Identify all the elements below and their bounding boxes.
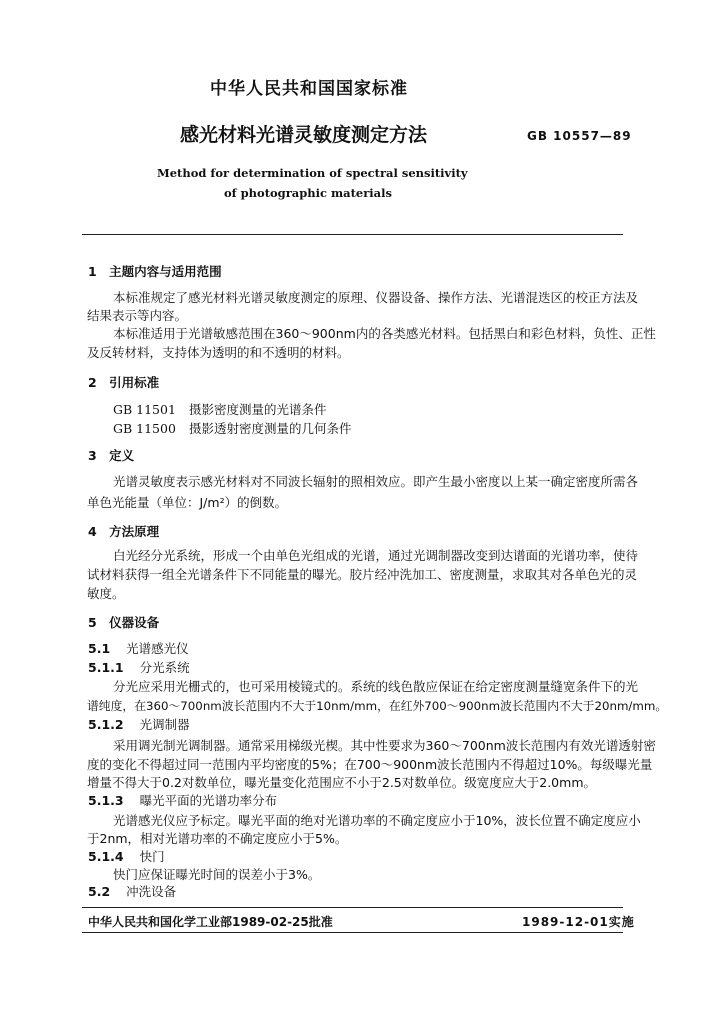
paragraph-line: 本标准规定了感光材料光谱灵敏度测定的原理、仪器设备、操作方法、光谱混迭区的校正方法及 [113,290,639,305]
subsection-5-1-2-heading [88,716,190,734]
reference-item [113,401,327,419]
section-number: 1 [88,264,97,279]
reference-code: GB 11501 [113,402,176,417]
paragraph-line: 本标准适用于光谱敏感范围在360～900nm内的各类感光材料。包括黑白和彩色材料，负性、正性 [113,326,656,341]
subsection-number: 5.2 [88,884,111,899]
paragraph-line: 分光应采用光栅式的，也可采用棱镜式的。系统的线色散应保证在给定密度测量缝宽条件下的光 [113,679,639,694]
reference-text: 摄影透射密度测量的几何条件 [188,421,352,436]
paragraph-line: 敏度。 [87,586,125,601]
paragraph-line: 快门应保证曝光时间的误差小于3%。 [113,867,321,882]
paragraph-line: 白光经分光系统，形成一个由单色光组成的光谱，通过光调制器改变到达谱面的光谱功率，使待 [113,548,639,563]
english-title-line2: of photographic materials [224,186,392,200]
subsection-title: 光调制器 [139,717,190,732]
paragraph-line: 试材料获得一组全光谱条件下不同能量的曝光。胶片经冲洗加工、密度测量，求取其对各单色光的灵 [87,567,638,582]
section-2-heading [88,374,159,392]
document-title: 感光材料光谱灵敏度测定方法 [180,124,428,146]
paragraph-line: 光谱感光仪应予标定。曝光平面的绝对光谱功率的不确定度应小于10%，波长位置不确定度应小 [113,813,641,828]
effective-date: 1989-12-01实施 [522,915,635,929]
subsection-title: 分光系统 [139,660,190,675]
subsection-5-1-3-heading [88,792,277,810]
section-title: 引用标准 [109,375,160,390]
paragraph-line: 度的变化不得超过同一范围内平均密度的5%；在700～900nm波长范围内不得超过10%。每级曝光量 [87,757,653,772]
section-1-heading [88,263,222,281]
subsection-title: 快门 [139,849,165,864]
subsection-number: 5.1.2 [88,717,124,732]
section-title: 主题内容与适用范围 [109,264,222,279]
english-title-line1: Method for determination of spectral sensitivity [157,166,468,180]
subsection-number: 5.1.3 [88,793,124,808]
subsection-number: 5.1.4 [88,849,124,864]
section-title: 方法原理 [109,524,160,539]
section-number: 5 [88,615,97,630]
section-4-heading [88,523,159,541]
standard-code: GB 10557—89 [527,129,632,143]
footer-divider [82,907,623,908]
footer-bottom-divider [82,932,623,933]
paragraph-line: 及反转材料，支持体为透明的和不透明的材料。 [87,345,350,360]
approval-line: 中华人民共和国化学工业部1989-02-25批准 [88,915,333,929]
section-3-heading [88,447,134,465]
subsection-number: 5.1.1 [88,660,124,675]
title-divider [82,234,623,235]
section-5-heading [88,614,159,632]
paragraph-line: 采用调光制光调制器。通常采用梯级光楔。其中性要求为360～700nm波长范围内有效光谱透射密 [113,738,656,753]
standard-org-heading: 中华人民共和国国家标准 [210,79,408,99]
section-number: 4 [88,524,97,539]
subsection-number: 5.1 [88,641,111,656]
subsection-5-1-4-heading [88,848,165,866]
subsection-5-2-heading [88,883,176,901]
subsection-5-1-1-heading [88,659,190,677]
subsection-5-1-heading [88,640,189,658]
section-title: 仪器设备 [109,615,160,630]
reference-item [113,420,352,438]
subsection-title: 曝光平面的光谱功率分布 [139,793,278,808]
section-number: 3 [88,448,97,463]
subsection-title: 冲洗设备 [126,884,177,899]
section-title: 定义 [109,448,135,463]
paragraph-line: 于2nm，相对光谱功率的不确定度应小于5%。 [87,831,348,846]
reference-code: GB 11500 [113,421,176,436]
section-number: 2 [88,375,97,390]
paragraph-line: 单色光能量（单位：J/m²）的倒数。 [87,495,288,510]
paragraph-line: 光谱灵敏度表示感光材料对不同波长辐射的照相效应。即产生最小密度以上某一确定密度所需各 [113,474,639,489]
paragraph-line: 增量不得大于0.2对数单位，曝光量变化范围应不小于2.5对数单位。级宽度应大于2.0mm。 [87,775,596,790]
paragraph-line: 谱纯度，在360～700nm波长范围内不大于10nm/mm，在红外700～900nm波长范围内不大于20nm/mm。 [87,699,668,713]
reference-text: 摄影密度测量的光谱条件 [188,402,327,417]
paragraph-line: 结果表示等内容。 [87,308,188,323]
subsection-title: 光谱感光仪 [126,641,189,656]
